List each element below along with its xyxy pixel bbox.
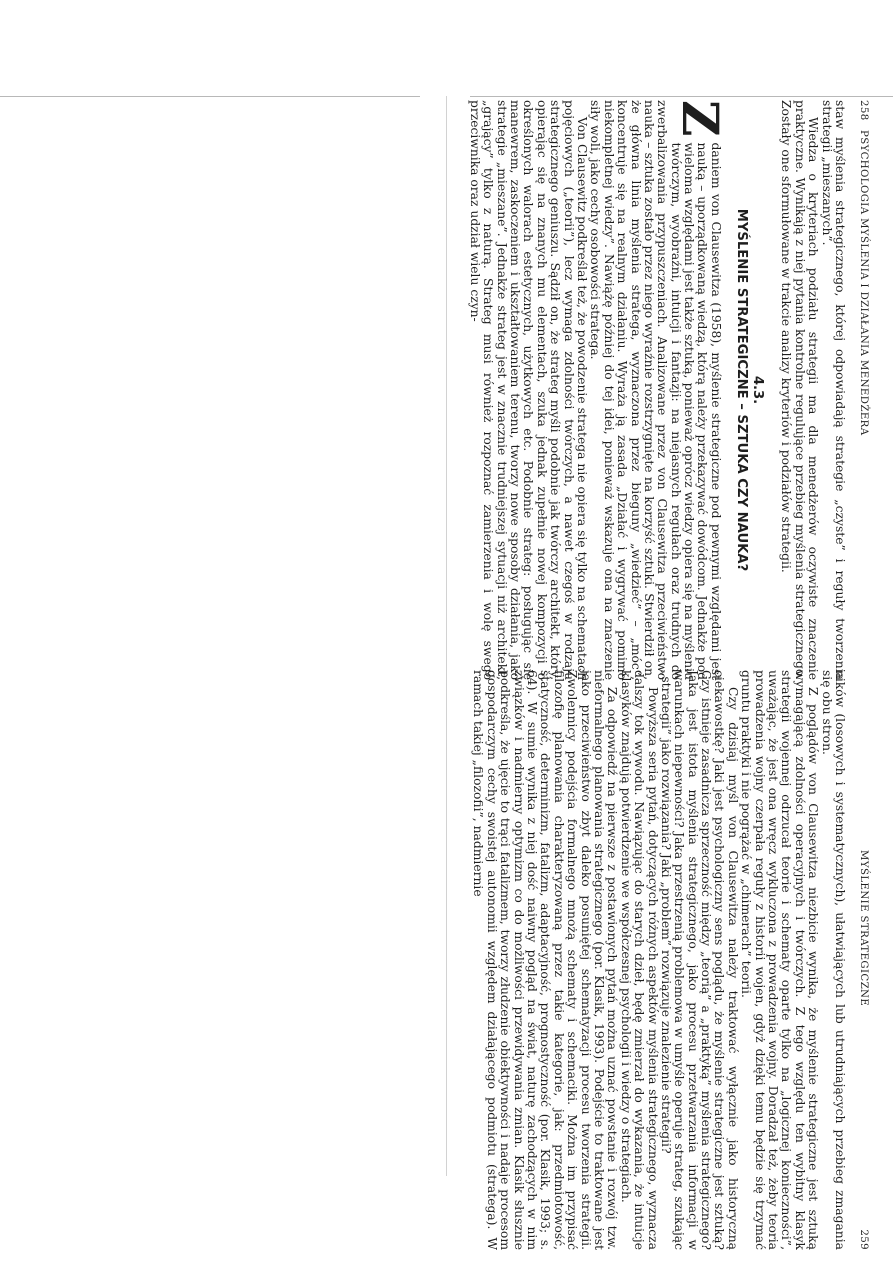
paragraph: Czy dzisiaj myśl von Clausewitza należy traktować wyłącznie jako historyczną ciekawostkę? Jaki jest psychologiczny sens poglądu, że myślenie strategiczne jest sztuką? Czy istnieje zasadnicza sprzeczność między „teorią” a „praktyką” myślenia strategicznego? Jaka jest istota myślenia strategicznego, jako procesu przetwarzania informacji w warunkach niepewności? Jaka przestrzenią problemowa w umyśle operuje strateg, szukając „strategii” jako rozwiązania? Jaki „problem” rozwiązuje znalezienie strategii? bbox=[658, 670, 740, 1250]
section-heading bbox=[734, 108, 765, 672]
paragraph: Za odpowiedź na pierwsze z postawionych pytań można uznać powstanie i rozwój tzw. nieformalnego planowania strategicznego (por. Klasik, 1993). Podejście to traktowane jest jako przeciwieństwo zbyt daleko posuniętej schematyzacji procesu tworzenia strategii. Zwolennicy podejścia formalnego mnożą schematy i schemaciki. Można im przypisać filozofię planowania charakteryzowaną przez takie kategorie, jak: przedmiotowość, statyczność, determinizm, fatalizm, adaptacyjność, prognostyczność (por. Klasik, 1993; s. 64). W sumie wynika z niej dość naiwny pogląd na świat, naturę zachodzących w nim związków i nadmierny optymizm co do możliwości przewidywania zmian. Klasik słusznie podkreśla, że ujęcie to trąci fatalizmem, tworzy złudzenie obiektywności i nadaje procesom gospodarczym cechy swoistej autonomii względem działającego podmiotu (stratega). W ramach takiej „filozofii”, nadmiernie bbox=[471, 670, 620, 1250]
left-page bbox=[429, 100, 869, 680]
page-number: 258 bbox=[858, 100, 869, 121]
top-edge-line-left bbox=[0, 96, 420, 97]
paragraph-text: daniem von Clausewitza (1958), myślenie strategiczne pod pewnymi względami jest nauką – uporządkowaną wiedzą, którą należy przekazywać dowódcom. Jednakże pod wieloma względami jest także sztuką, ponieważ oprócz wiedzy opiera się na myśleniu twórczym, wyobraźni, intuicji i fantazji: na niejasnych regułach oraz trudnych do zwerbalizowania przypuszczeniach. Analizowane przez von Clausewitza przeciwieństwo nauka – sztuka zostało przez niego wyraźnie rozstrzygnięte na korzyść sztuki. Stwierdził on, że główna linia myślenia stratega, wyznaczona przez bieguny „wiedzieć” – „móc”, koncentruje się na realnym działaniu. Wyraża ją zasada „Działać i wygrywać pomimo niekompletnej wiedzy”. Nawiążę później do tej idei, ponieważ wskazuje ona na znaczenie siły woli, jako cechy osobowości stratega. bbox=[588, 100, 723, 680]
section-title: MYŚLENIE STRATEGICZNE – SZTUKA CZY NAUKA? bbox=[734, 208, 750, 572]
drop-cap: Z bbox=[670, 100, 730, 137]
right-page bbox=[429, 670, 869, 1250]
paragraph: Wiedza o kryteriach podziału strategii ma dla menedżerów oczywiste znaczenie praktyczne. Wynikają z niej pytania kontrolne regulujące przebieg myślenia strategicznego. Zostały one sformułowane w trakcie analizy kryteriów i podziałów strategii. bbox=[779, 100, 821, 680]
paragraph: Von Clausewitz podkreślał też, że powodzenie stratega nie opiera się tylko na schematach pojęciowych („teorii”), lecz wymaga zdolności twórczych, a nawet czegoś w rodzaju strategicznego geniuszu. Sądził on, że strateg myśli podobnie jak twórczy architekt, który, opierając się na znanych mu elementach, szuka jednak zupełnie nowej kompozycji o określonych walorach estetycznych, użytkowych etc. Podobnie strateg: posługując się manewrem, zaskoczeniem i ukształtowaniem terenu, tworzy nowe sposoby działania, jako strategie „mieszane”. Jednakże strateg jest w znacznie trudniejszej sytuacji niż architekt, „grający” tylko z naturą. Strateg musi również rozpoznać zamierzenia i wolę swego przeciwnika oraz udział wielu czyn- bbox=[467, 100, 589, 680]
paragraph-with-dropcap bbox=[588, 100, 730, 680]
paragraph: ników (losowych i systematycznych), ułatwiających lub utrudniających przebieg zmagania się obu stron. bbox=[819, 670, 847, 1250]
top-edge-line-right bbox=[470, 96, 893, 97]
page-header bbox=[852, 670, 869, 1250]
running-title: PSYCHOLOGIA MYŚLENIA I DZIAŁANIA MENEDŻERA bbox=[858, 130, 869, 436]
paragraph: staw myślenia strategicznego, której odpowiadają strategie „czyste” i reguły tworzenia strategii „mieszanych”. bbox=[819, 100, 847, 680]
page-number: 259 bbox=[858, 1229, 869, 1250]
paragraph: Powyższa seria pytań, dotyczących różnych aspektów myślenia strategicznego, wyznacza dalszy tok wywodu. Nawiązując do starych dzieł, będę zmierzał do wykazania, że intuicje klasyków znajdują potwierdzenie we współczesnej psychologii i wiedzy o strategiach. bbox=[618, 670, 660, 1250]
running-title: MYŚLENIE STRATEGICZNE bbox=[858, 850, 869, 1007]
paragraph: Z poglądów von Clausewitza niezbicie wynika, że myślenie strategiczne jest sztuką wymagającą zdolności operacyjnych i twórczych. Z tego względu ten wybitny klasyk strategii wojennej odrzucał teorie i schematy oparte tylko na „logicznej konieczności”, uważając, że jest ona wręcz wykluczona z prowadzenia wojny. Doradzał też, żeby teoria prowadzenia wojny czerpała reguły z historii wojen, gdyż dzięki temu będzie się trzymać gruntu praktyki i nie pogrążać w „chimerach” teorii. bbox=[739, 670, 821, 1250]
page-header bbox=[852, 100, 869, 680]
section-number: 4.3. bbox=[750, 375, 766, 405]
